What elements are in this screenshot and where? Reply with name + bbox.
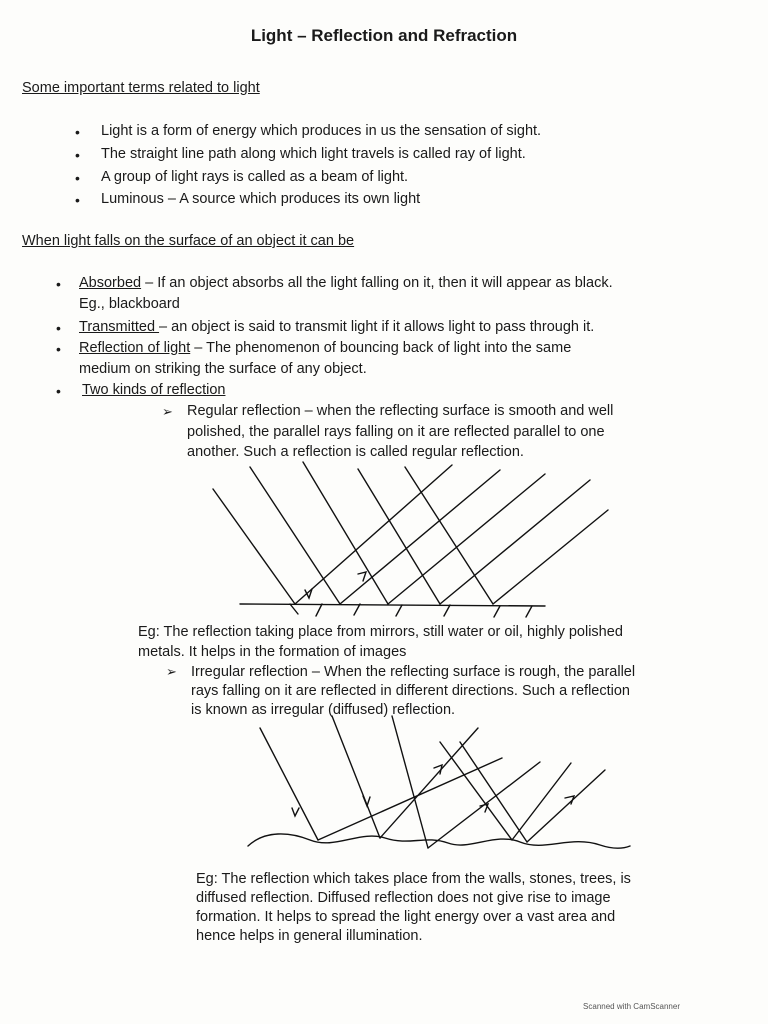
- bullet-marker: •: [56, 341, 61, 357]
- two-kinds-heading: Two kinds of reflection: [82, 382, 226, 398]
- bullet-marker: •: [75, 147, 80, 163]
- bullet-marker: •: [56, 383, 61, 399]
- section-heading-surface: When light falls on the surface of an object it can be: [22, 233, 355, 249]
- rough-surface-curve: [248, 834, 630, 848]
- irregular-line-1: Irregular reflection – When the reflecting surface is rough, the parallel: [191, 664, 636, 680]
- irregular-line-3: is known as irregular (diffused) reflection.: [191, 702, 456, 718]
- absorbed-text: – If an object absorbs all the light falling on it, then it will appear as black.: [141, 275, 613, 291]
- irregular-example-1: Eg: The reflection which takes place from the walls, stones, trees, is: [196, 871, 631, 887]
- page-title: Light – Reflection and Refraction: [250, 26, 518, 45]
- bullet-marker: •: [56, 276, 61, 292]
- reflection-line-2: medium on striking the surface of any object.: [79, 361, 367, 377]
- term-luminous: Luminous – A source which produces its own light: [101, 191, 421, 207]
- regular-line-1: Regular reflection – when the reflecting surface is smooth and well: [187, 403, 614, 419]
- incident-ray: [332, 716, 380, 838]
- incident-ray: [392, 716, 428, 848]
- irregular-example-3: formation. It helps to spread the light energy over a vast area and: [196, 909, 616, 925]
- term-beam-of-light: A group of light rays is called as a beam of light.: [101, 169, 409, 185]
- transmitted-text: – an object is said to transmit light if it allows light to pass through it.: [159, 319, 595, 335]
- scanner-watermark: Scanned with CamScanner: [583, 1002, 680, 1011]
- reflected-ray: [318, 758, 502, 840]
- regular-line-3: another. Such a reflection is called regular reflection.: [187, 444, 524, 460]
- arrow-mark: [292, 765, 574, 816]
- regular-example-2: metals. It helps in the formation of images: [138, 644, 407, 660]
- absorbed-example: Eg., blackboard: [79, 296, 180, 312]
- bullet-marker: •: [56, 320, 61, 336]
- regular-example-1: Eg: The reflection taking place from mirrors, still water or oil, highly polished: [138, 624, 623, 640]
- incident-ray: [260, 728, 318, 840]
- term-ray-of-light: The straight line path along which light travels is called ray of light.: [101, 146, 526, 162]
- arrow-bullet-icon: ➢: [162, 404, 173, 419]
- section-heading-terms: Some important terms related to light: [22, 80, 260, 96]
- irregular-example-2: diffused reflection. Diffused reflection does not give rise to image: [196, 890, 611, 906]
- incident-ray: [460, 742, 527, 842]
- term-light-energy: Light is a form of energy which produces in us the sensation of sight.: [101, 123, 542, 139]
- irregular-example-4: hence helps in general illumination.: [196, 928, 423, 944]
- absorbed-term: Absorbed: [79, 275, 142, 291]
- bullet-marker: •: [75, 124, 80, 140]
- transmitted-term: Transmitted: [79, 319, 160, 335]
- bullet-marker: •: [75, 170, 80, 186]
- reflection-term: Reflection of light: [79, 340, 191, 356]
- bullet-marker: •: [75, 192, 80, 208]
- irregular-line-2: rays falling on it are reflected in different directions. Such a reflection: [191, 683, 630, 699]
- reflection-text: – The phenomenon of bouncing back of light into the same: [190, 340, 572, 356]
- regular-line-2: polished, the parallel rays falling on it are reflected parallel to one: [187, 424, 605, 440]
- arrow-bullet-icon: ➢: [166, 664, 177, 679]
